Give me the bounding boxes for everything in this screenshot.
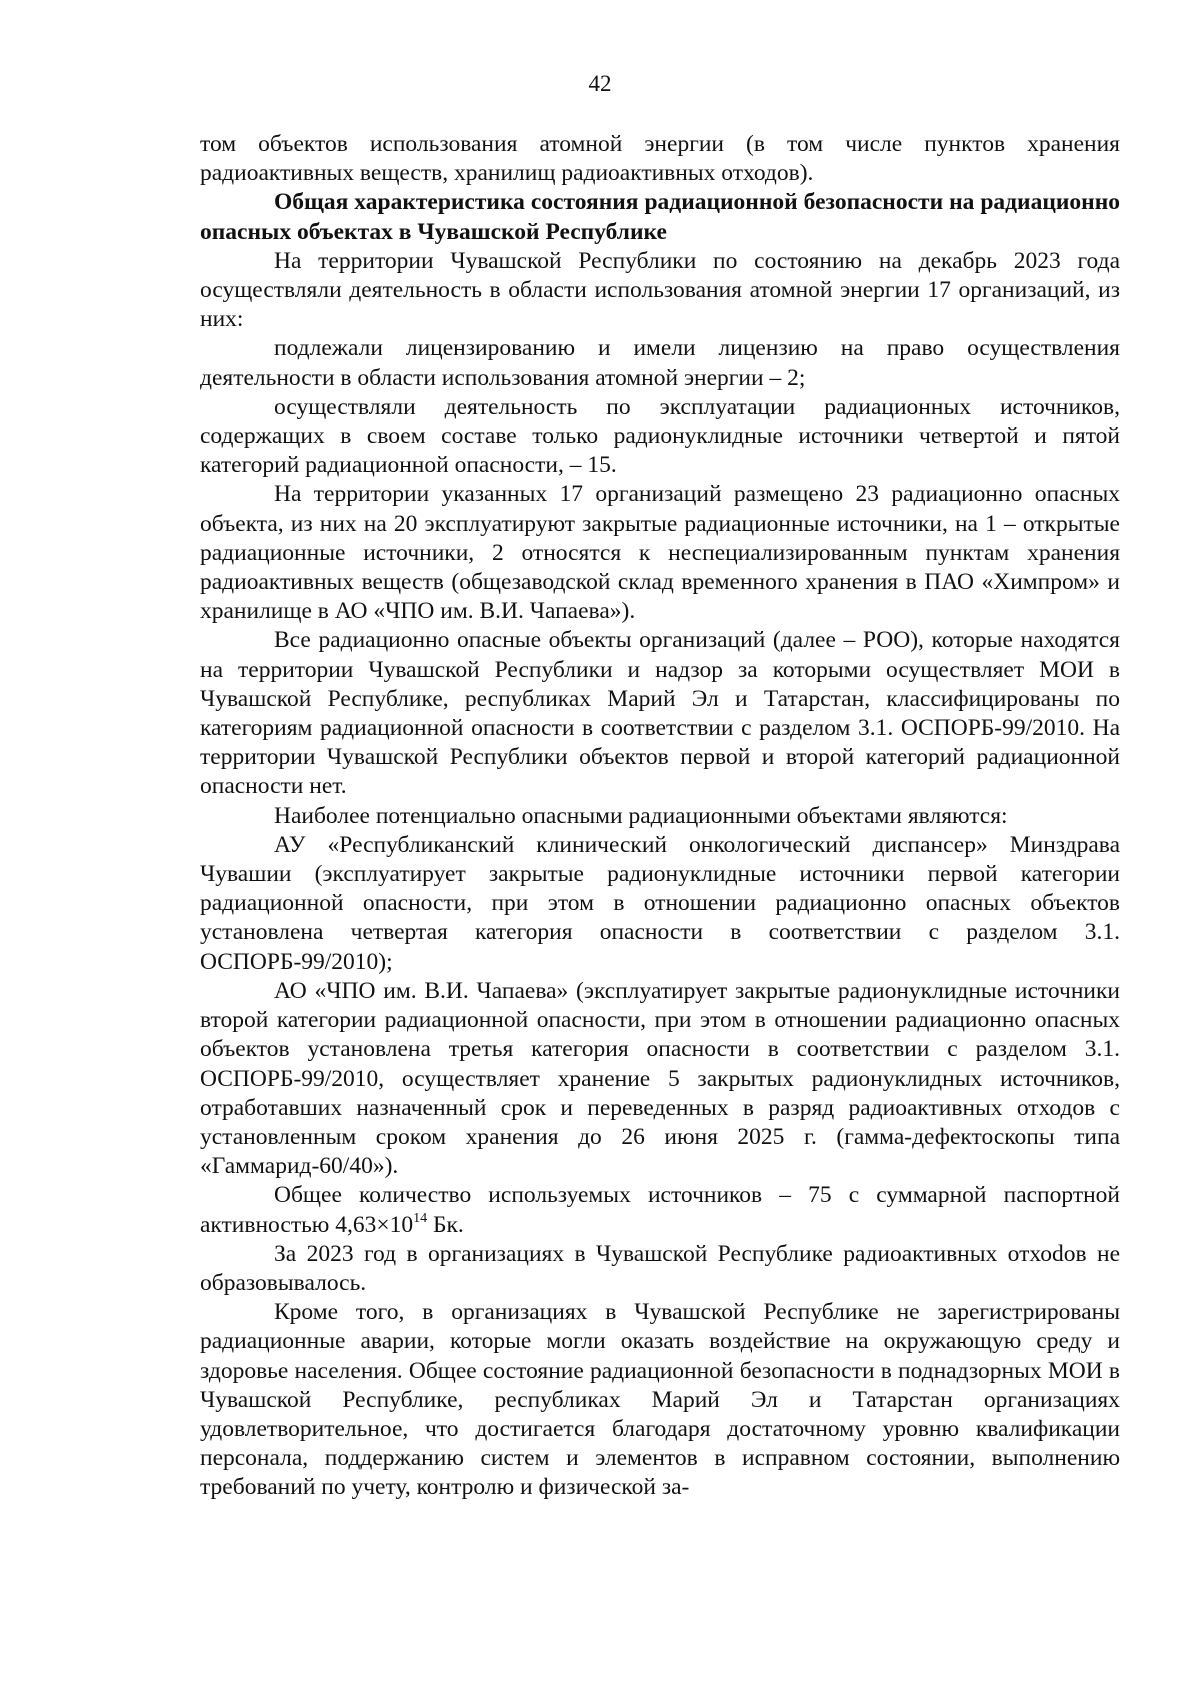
activity-unit: Бк. — [427, 1211, 464, 1238]
paragraph: На территории указанных 17 организаций размещено 23 радиационно опасных объекта, из них на 20 эксплуатируют закрытые радиационные источники, на 1 – открытые радиационные источники, 2 относятся к неспециализированным пунктам хранения радиоактивных веществ (общезаводской склад временного хранения в ПАО «Химпром» и хранилище в АО «ЧПО им. В.И. Чапаева»). — [200, 481, 1120, 625]
list-paragraph: осуществляли деятельность по эксплуатации радиационных источников, содержащих в своем составе только радионуклидные источники четвертой и пятой категорий радиационной опасности, – 15. — [200, 393, 1120, 479]
paragraph: Кроме того, в организациях в Чувашской Республике не зарегистрированы радиационные аварии, которые могли оказать воздействие на окружающую среду и здоровье населения. Общее состояние радиационной безопасности в поднадзорных МОИ в Чувашской Республике, республиках Марий Эл и Татарстан организациях удовлетворительное, что достигается благодаря достаточному уровню квалификации персонала, поддержанию систем и элементов в исправном состоянии, выполнению требований по учету, контролю и физической за- — [200, 1299, 1120, 1501]
section-heading: Общая характеристика состояния радиационной безопасности на радиационно опасных объектах в Чувашской Республике — [200, 189, 1120, 245]
document-body — [200, 130, 1120, 1503]
paragraph: Все радиационно опасные объекты организаций (далее – РОО), которые находятся на территории Чувашской Республики и надзор за которыми осуществляет МОИ в Чувашской Республике, республиках Марий Эл и Татарстан, классифицированы по категориям радиационной опасности в соответствии с разделом 3.1. ОСПОРБ-99/2010. На территории Чувашской Республики объектов первой и второй категорий радиационной опасности нет. — [200, 627, 1120, 800]
paragraph: Наиболее потенциально опасными радиационными объектами являются: — [274, 802, 1008, 829]
activity-exponent: 14 — [413, 1210, 428, 1226]
activity-paragraph — [200, 1181, 1120, 1239]
paragraph: На территории Чувашской Республики по состоянию на декабрь 2023 года осуществляли деятельность в области использования атомной энергии 17 организаций, из них: — [200, 247, 1120, 333]
list-paragraph: АУ «Республиканский клинический онкологический диспансер» Минздрава Чувашии (эксплуатирует закрытые радионуклидные источники первой категории радиационной опасности, при этом в отношении радиационно опасных объектов установлена четвертая категория опасности в соответствии с разделом 3.1. ОСПОРБ-99/2010); — [200, 831, 1120, 975]
page-number: 42 — [588, 71, 612, 96]
paragraph-continuation: том объектов использования атомной энергии (в том числе пунктов хранения радиоактивных веществ, хранилищ радиоактивных отходов). — [200, 131, 1120, 187]
activity-text: Общее количество используемых источников – 75 с суммарной паспортной активностью 4,63×10 — [200, 1182, 1120, 1238]
list-paragraph: подлежали лицензированию и имели лицензию на право осуществления деятельности в области использования атомной энергии – 2; — [200, 335, 1120, 391]
paragraph: За 2023 год в организациях в Чувашской Республике радиоактивных отхоdов не образовывалось. — [200, 1240, 1120, 1296]
list-paragraph: АО «ЧПО им. В.И. Чапаева» (эксплуатирует закрытые радионуклидные источники второй категории радиационной опасности, при этом в отношении радиационно опасных объектов установлена третья категория опасности в соответствии с разделом 3.1. ОСПОРБ-99/2010, осуществляет хранение 5 закрытых радионуклидных источников, отработавших назначенный срок и переведенных в разряд радиоактивных отходов с установленным сроком хранения до 26 июня 2025 г. (гамма-дефектоскопы типа «Гаммарид-60/40»). — [200, 977, 1120, 1180]
